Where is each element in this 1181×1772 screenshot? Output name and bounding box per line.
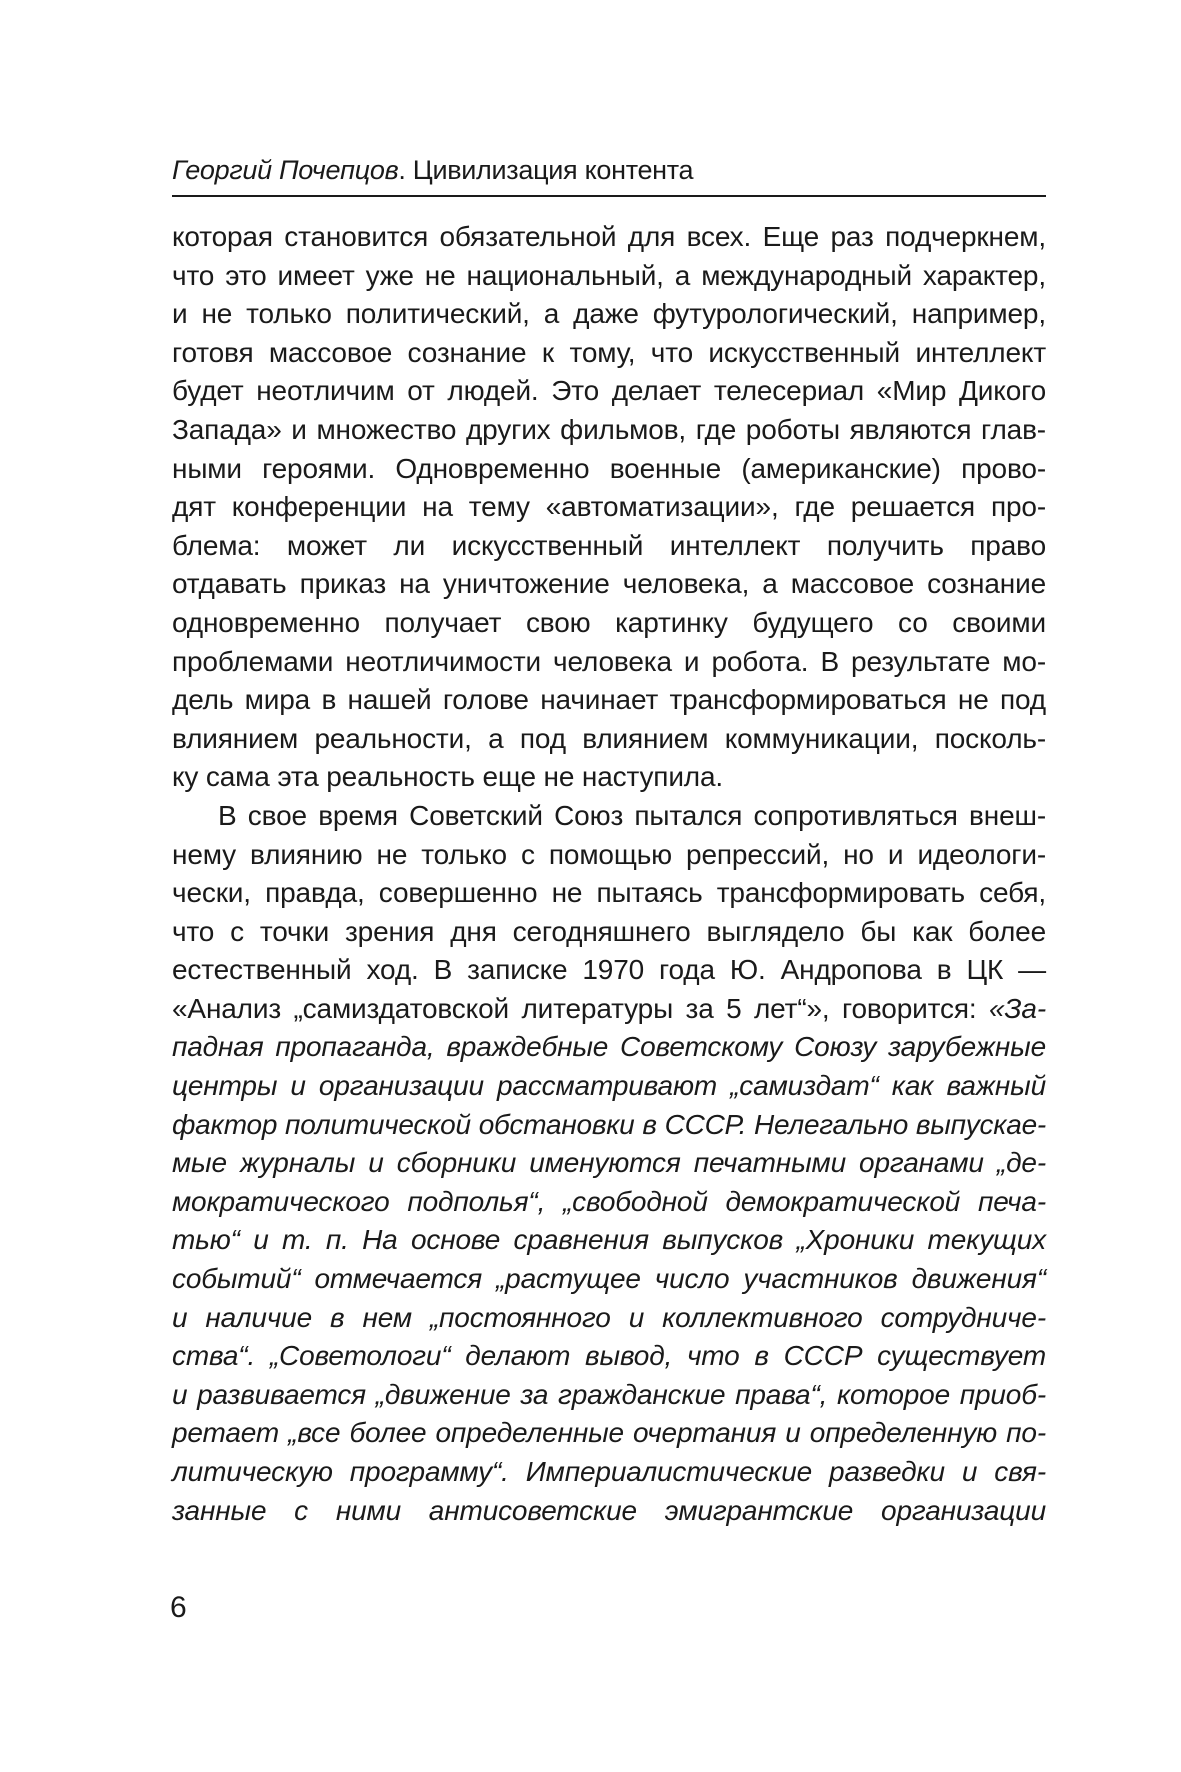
- text-segment: ными героями. Одновременно военные (американские) прово-: [172, 452, 1046, 484]
- text-segment: что это имеет уже не национальный, а международный характер,: [172, 259, 1046, 291]
- text-segment: что с точки зрения дня сегодняшнего выглядело бы как более: [172, 915, 1046, 947]
- text-line: [172, 372, 1046, 411]
- text-line: [172, 1028, 1046, 1067]
- italic-quote-segment: центры и организации рассматривают „самиздат“ как важный: [172, 1070, 1046, 1102]
- text-segment: В свое время Советский Союз пытался сопротивляться внеш-: [218, 799, 1046, 831]
- text-line: [172, 1414, 1046, 1453]
- italic-quote-segment: фактор политической обстановки в СССР. Нелегально выпускае-: [172, 1108, 1046, 1140]
- text-line: [172, 874, 1046, 913]
- text-line: [172, 1337, 1046, 1376]
- italic-quote-segment: «За-: [988, 992, 1046, 1024]
- text-line: [172, 1376, 1046, 1415]
- header-separator: .: [398, 155, 413, 185]
- italic-quote-segment: событий“ отмечается „растущее число участников движения“: [172, 1263, 1046, 1295]
- text-line: [172, 1067, 1046, 1106]
- text-line: [172, 218, 1046, 257]
- body-text: [172, 218, 1046, 1530]
- text-line: [172, 913, 1046, 952]
- text-segment: Запада» и множество других фильмов, где роботы являются глав-: [172, 413, 1046, 445]
- italic-quote-segment: литическую программу“. Империалистические разведки и свя-: [172, 1456, 1046, 1487]
- text-segment: чески, правда, совершенно не пытаясь трансформировать себя,: [172, 877, 1046, 909]
- text-line: [172, 758, 1046, 797]
- italic-quote-segment: ретает „все более определенные очертания и определенную по-: [172, 1417, 1046, 1449]
- italic-quote-segment: тью“ и т. п. На основе сравнения выпусков „Хроники текущих: [172, 1224, 1046, 1256]
- text-line: [172, 450, 1046, 489]
- text-segment: будет неотличим от людей. Это делает телесериал «Мир Дикого: [172, 375, 1046, 407]
- text-segment: отдавать приказ на уничтожение человека, а массовое сознание: [172, 568, 1046, 600]
- text-line: [172, 1260, 1046, 1299]
- text-segment: «Анализ „самиздатовской литературы за 5 лет“», говорится:: [172, 992, 989, 1024]
- text-line: [172, 836, 1046, 875]
- text-line: [172, 1106, 1046, 1145]
- text-line: [172, 604, 1046, 643]
- text-segment: влиянием реальности, а под влиянием коммуникации, посколь-: [172, 722, 1046, 754]
- text-line: [172, 1453, 1046, 1492]
- italic-quote-segment: мые журналы и сборники именуются печатными органами „де-: [172, 1147, 1046, 1179]
- italic-quote-segment: и развивается „движение за гражданские права“, которое приоб-: [172, 1378, 1046, 1410]
- header-author: Георгий Почепцов: [172, 155, 399, 185]
- italic-quote-segment: мократического подполья“, „свободной демократической печа-: [172, 1185, 1046, 1217]
- text-segment: ку сама эта реальность еще не наступила.: [172, 761, 724, 793]
- text-line: [172, 295, 1046, 334]
- text-line: [172, 990, 1046, 1029]
- text-segment: проблемами неотличимости человека и робота. В результате мо-: [172, 645, 1046, 677]
- text-line: [172, 527, 1046, 566]
- text-line: [172, 334, 1046, 373]
- text-line: [172, 681, 1046, 720]
- text-line: [172, 1492, 1046, 1531]
- text-line: [172, 1183, 1046, 1222]
- text-segment: дят конференции на тему «автоматизации», где решается про-: [172, 491, 1046, 523]
- text-line: [172, 565, 1046, 604]
- text-segment: дель мира в нашей голове начинает трансформироваться не под: [172, 684, 1046, 716]
- text-line: [172, 1221, 1046, 1260]
- text-line: [172, 797, 1046, 836]
- header-book-title: Цивилизация контента: [412, 155, 694, 185]
- italic-quote-segment: ства“. „Советологи“ делают вывод, что в СССР существует: [172, 1340, 1046, 1372]
- text-segment: готовя массовое сознание к тому, что искусственный интеллект: [172, 336, 1046, 368]
- text-segment: естественный ход. В записке 1970 года Ю. Андропова в ЦК —: [172, 954, 1046, 986]
- text-segment: которая становится обязательной для всех. Еще раз подчеркнем,: [172, 221, 1046, 252]
- italic-quote-segment: падная пропаганда, враждебные Советскому Союзу зарубежные: [172, 1031, 1046, 1063]
- text-line: [172, 951, 1046, 990]
- text-line: [172, 411, 1046, 450]
- running-header: [172, 153, 1046, 197]
- paragraph: [172, 218, 1046, 797]
- paragraph: [172, 797, 1046, 1530]
- text-segment: и не только политический, а даже футурологический, например,: [172, 298, 1046, 330]
- text-line: [172, 643, 1046, 682]
- text-segment: одновременно получает свою картинку будущего со своими: [172, 606, 1046, 638]
- text-line: [172, 1299, 1046, 1338]
- text-segment: блема: может ли искусственный интеллект получить право: [172, 529, 1046, 561]
- text-line: [172, 257, 1046, 296]
- italic-quote-segment: занные с ними антисоветские эмигрантские организации: [172, 1494, 1046, 1526]
- text-line: [172, 488, 1046, 527]
- text-segment: нему влиянию не только с помощью репрессий, но и идеологи-: [172, 838, 1046, 870]
- text-line: [172, 720, 1046, 759]
- text-line: [172, 1144, 1046, 1183]
- italic-quote-segment: и наличие в нем „постоянного и коллективного сотрудниче-: [172, 1301, 1046, 1333]
- page-number: 6: [170, 1591, 187, 1624]
